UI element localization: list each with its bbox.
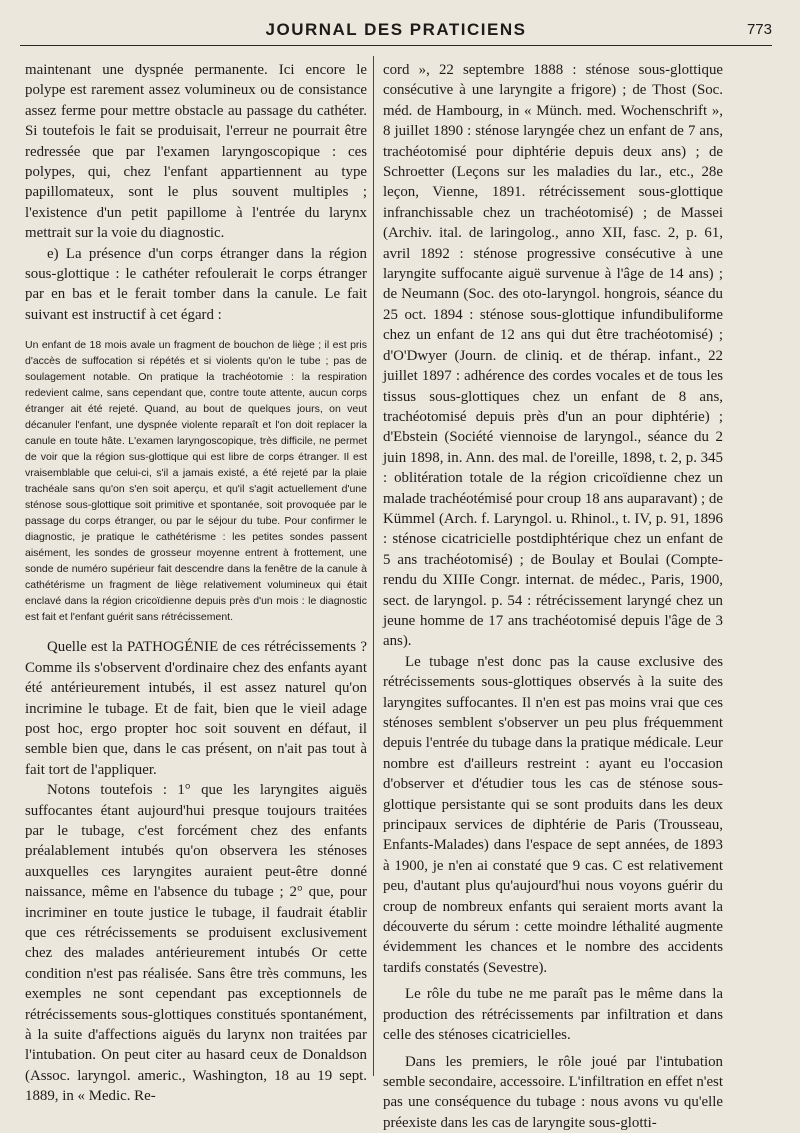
paragraph: maintenant une dyspnée permanente. Ici encore le polype est rarement assez volumineux ou de consistance assez ferme pour mettre obstacle au passage du cathéter. Si toutefois le fait se produisait, l'erreur ne pourrait être redressée que par l'examen laryngoscopique : ces polypes, qui, chez l'enfant appartiennent au type papillomateux, sont le plus souvent multiples ; l'existence d'un petit papillome à l'entrée du larynx mettrait sur la voie du diagnostic. bbox=[25, 60, 367, 244]
paragraph: Dans les premiers, le rôle joué par l'intubation semble secondaire, accessoire. L'infiltration en effet n'est pas une conséquence du tubage : nous avons vu qu'elle préexiste dans les cas de laryngite sous-glotti- bbox=[383, 1052, 723, 1133]
journal-title: JOURNAL DES PRATICIENS bbox=[20, 20, 772, 40]
paragraph: Le rôle du tube ne me paraît pas le même dans la production des rétrécissements par infiltration et dans celle des sténoses cicatricielles. bbox=[383, 984, 723, 1045]
column-divider bbox=[373, 56, 374, 1076]
paragraph: e) La présence d'un corps étranger dans la région sous-glottique : le cathéter refoulerait le corps étranger par en bas et le ferait tomber dans la canule. Le fait suivant est instructif à cet égard : bbox=[25, 244, 367, 326]
paragraph: Le tubage n'est donc pas la cause exclusive des rétrécissements sous-glottiques observés à la suite des laryngites suffocantes. Il n'en est pas moins vrai que ces sténoses semblent s'observer un peu plus fréquemment depuis l'entrée du tubage dans la pratique médicale. Leur nombre est d'ailleurs restreint : ayant eu l'occasion d'observer et d'étudier tous les cas de sténose sous-glottique persistante qui se sont produits dans les deux principaux services de diphtérie de Paris (Trousseau, Enfants-Malades) dans l'espace de sept années, de 1893 à 1900, je n'en ai constaté que 9 cas. C est relativement peu, d'autant plus qu'aujourd'hui nous voyons guérir du croup de nombreux enfants qui seraient morts avant la découverte du sérum : cette moindre léthalité augmente évidemment les chances et le nombre des accidents tardifs constatés (Sevestre). bbox=[383, 652, 723, 979]
paragraph: cord », 22 septembre 1888 : sténose sous-glottique consécutive à une laryngite a frigore) ; de Thost (Soc. méd. de Hambourg, in « Münch. med. Wochenschrift », 8 juillet 1890 : sténose laryngée chez un enfant de 7 ans, trachéotomisé pour diphtérie depuis deux ans) ; de Schroetter (Leçons sur les maladies du lar., etc., 28e leçon, Vienne, 1891. rétrécissement sous-glottique infranchissable chez un trachéotomisé) ; de Massei (Archiv. ital. de laringolog., anno XII, fasc. 2, p. 61, avril 1892 : sténose progressive consécutive à une laryngite suffocante aiguë survenue à l'âge de 14 ans) ; de Neumann (Soc. des oto-laryngol. hongrois, séance du 25 oct. 1894 : sténose sous-glottique infundibuliforme chez un enfant de 12 ans qui dut être trachéotomisé) ; d'O'Dwyer (Journ. de cliniq. et de thérap. infant., 22 juillet 1897 : adhérence des cordes vocales et de tous les tissus sous-glottiques chez un enfant de 8 ans, trachéotomisé depuis près d'un an pour diphtérie) ; d'Ebstein (Société viennoise de laryngol., séance du 2 juin 1898, in. Ann. des mal. de l'oreille, 1898, t. 2, p. 345 : oblitération totale de la région cricoïdienne chez un malade trachéotémisé pour croup 18 ans auparavant) ; de Kümmel (Arch. f. Laryngol. u. Rhinol., t. IV, p. 91, 1896 : sténose cicatricielle postdiphtérique chez un enfant de 5 ans trachéotomisé) ; de Boulay et Boulai (Compte-rendu du XIIIe Congr. internat. de médec., Paris, 1900, sect. de laryngol. p. 54 : rétrécissement laryngé chez un jeune homme de 17 ans trachéotomisé depuis l'âge de 3 ans). bbox=[383, 60, 723, 652]
paragraph: Notons toutefois : 1° que les laryngites aiguës suffocantes étant aujourd'hui presque toujours traitées par le tubage, c'est forcément chez des enfants préalablement intubés qu'on observera les sténoses auxquelles ces laryngites auraient peut-être donné naissance, même en l'absence du tubage ; 2° que, pour incriminer en toute justice le tubage, il faudrait établir que ces rétrécissements se produisent exclusivement chez des malades antérieurement intubés Or cette condition n'est pas réalisée. Sans être très communs, les exemples ne sont cependant pas exceptionnels de rétrécissements sous-glottiques constitués spontanément, à la suite d'affections aiguës du larynx non traitées par l'intubation. On peut citer au hasard ceux de Donaldson (Assoc. laryngol. americ., Washington, 18 au 19 sept. 1889, in « Medic. Re- bbox=[25, 780, 367, 1107]
page-number: 773 bbox=[747, 21, 772, 38]
left-column bbox=[25, 60, 367, 1080]
right-column bbox=[383, 60, 723, 1080]
header-rule bbox=[20, 45, 772, 46]
running-header bbox=[20, 16, 772, 40]
case-report-small-print: Un enfant de 18 mois avale un fragment de bouchon de liège ; il est pris d'accès de suffocation si répétés et si violents qu'on le tube ; pas de soulagement notable. On pratique la trachéotomie : la respiration redevient calme, sans cependant que, contre toute attente, aucun corps étranger ait été rejeté. Quand, au bout de quelques jours, on veut décanuler l'enfant, une dyspnée violente reparaît et l'on doit replacer la canule en toute hâte. L'examen laryngoscopique, très difficile, ne permet de voir que la région sus-glottique qui est libre de corps étranger. Il est vraisemblable que celui-ci, s'il a jamais existé, a été rejeté par la plaie trachéale sans qu'on s'en soit aperçu, et qu'il s'agit actuellement d'une sténose sous-glottique soit primitive et spontanée, soit provoquée par le passage du corps étranger, ou par le séjour du tube. Pour confirmer le diagnostic, je pratique le cathétérisme : les petites sondes passent aisément, les sondes de grosseur moyenne entrent à frottement, une sonde de numéro supérieur fait descendre dans la fenêtre de la canule à cathétérisme un fragment de liège relativement volumineux qui était enclavé dans la région cricoïdienne depuis près d'un mois : le diagnostic est fait et l'enfant guérit sans rétrécissement. bbox=[25, 337, 367, 625]
paragraph: Quelle est la PATHOGÉNIE de ces rétrécissements ? Comme ils s'observent d'ordinaire chez des enfants ayant été antérieurement intubés, il est assez naturel qu'on incrimine le tubage. Et de fait, bien que le vieil adage post hoc, ergo propter hoc soit souvent en défaut, il semble bien que, dans le cas présent, on n'ait pas tout à fait tort de l'appliquer. bbox=[25, 637, 367, 780]
